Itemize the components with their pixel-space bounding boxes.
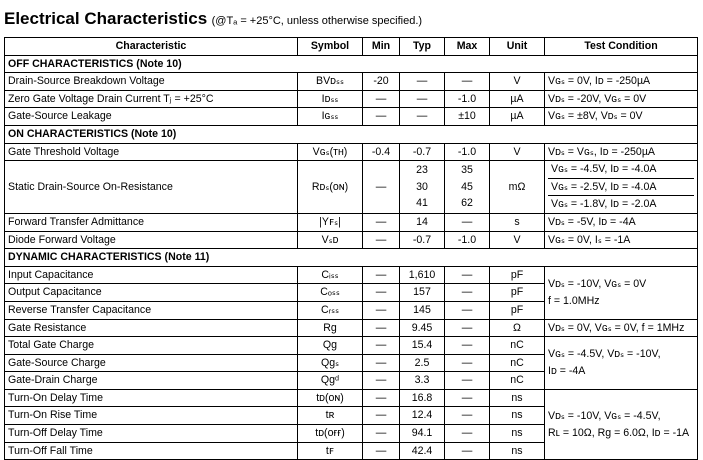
header-typ: Typ (400, 38, 445, 56)
row-min: — (363, 161, 400, 214)
row-typ: — (400, 73, 445, 91)
header-characteristic: Characteristic (5, 38, 298, 56)
row-typ (400, 161, 445, 214)
row-symbol: tᴅ(ᴏғғ) (298, 425, 363, 443)
row-max: — (445, 442, 490, 460)
row-min: — (363, 266, 400, 284)
row-condition: Vɢₛ = ±8V, Vᴅₛ = 0V (545, 108, 698, 126)
row-min: — (363, 407, 400, 425)
row-condition-group (545, 266, 698, 319)
row-min: — (363, 425, 400, 443)
row-max: ±10 (445, 108, 490, 126)
row-condition: Vɢₛ = 0V, Iᴅ = -250µA (545, 73, 698, 91)
table-row (5, 90, 698, 108)
row-name: Zero Gate Voltage Drain Current Tⱼ = +25°C (5, 90, 298, 108)
row-min: — (363, 372, 400, 390)
row-symbol: |Yꜰₛ| (298, 213, 363, 231)
row-unit: µA (490, 108, 545, 126)
condition-line: Vɢₛ = -4.5V, Vᴅₛ = -10V, (548, 348, 661, 361)
table-row (5, 213, 698, 231)
row-unit: Ω (490, 319, 545, 337)
row-symbol: Iɢₛₛ (298, 108, 363, 126)
row-max: — (445, 213, 490, 231)
row-unit: mΩ (490, 161, 545, 214)
condition-line: Vɢₛ = -4.5V, Iᴅ = -4.0A (548, 161, 694, 179)
row-typ: 145 (400, 301, 445, 319)
row-unit: ns (490, 425, 545, 443)
condition-line: Vᴅₛ = -10V, Vɢₛ = -4.5V, (548, 409, 661, 422)
row-max: -1.0 (445, 90, 490, 108)
row-unit: s (490, 213, 545, 231)
row-name: Drain-Source Breakdown Voltage (5, 73, 298, 91)
row-symbol: Vₛᴅ (298, 231, 363, 249)
table-row (5, 389, 698, 407)
row-name: Turn-On Rise Time (5, 407, 298, 425)
row-min: — (363, 108, 400, 126)
table-row (5, 108, 698, 126)
row-max: — (445, 407, 490, 425)
row-min: -20 (363, 73, 400, 91)
row-unit: ns (490, 407, 545, 425)
row-typ: 16.8 (400, 389, 445, 407)
row-name: Output Capacitance (5, 284, 298, 302)
row-symbol: Iᴅₛₛ (298, 90, 363, 108)
table-row (5, 319, 698, 337)
row-symbol: Cᵢₛₛ (298, 266, 363, 284)
row-condition: Vᴅₛ = Vɢₛ, Iᴅ = -250µA (545, 143, 698, 161)
row-max: — (445, 337, 490, 355)
header-unit: Unit (490, 38, 545, 56)
row-max: -1.0 (445, 143, 490, 161)
row-symbol: Cᵣₛₛ (298, 301, 363, 319)
row-max: — (445, 73, 490, 91)
row-condition: Vᴅₛ = -20V, Vɢₛ = 0V (545, 90, 698, 108)
row-symbol: tꜰ (298, 442, 363, 460)
title-conditions: (@Tₐ = +25°C, unless otherwise specified.) (211, 15, 423, 27)
header-row (5, 38, 698, 56)
row-name: Gate-Source Charge (5, 354, 298, 372)
row-symbol: tʀ (298, 407, 363, 425)
row-typ: 42.4 (400, 442, 445, 460)
row-unit: µA (490, 90, 545, 108)
section-row (5, 55, 698, 73)
section-on: ON CHARACTERISTICS (Note 10) (5, 125, 698, 143)
electrical-characteristics-table (4, 37, 698, 460)
row-typ: 2.5 (400, 354, 445, 372)
row-name: Gate Resistance (5, 319, 298, 337)
row-name: Gate-Source Leakage (5, 108, 298, 126)
condition-line: f = 1.0MHz (548, 294, 600, 307)
typ-value: 30 (416, 180, 428, 193)
row-condition (545, 161, 698, 214)
row-max: — (445, 372, 490, 390)
row-symbol: Qɡₛ (298, 354, 363, 372)
row-typ: 9.45 (400, 319, 445, 337)
title-line (4, 9, 422, 29)
page-title: Electrical Characteristics (4, 9, 208, 28)
row-symbol: Cₒₛₛ (298, 284, 363, 302)
row-typ: 14 (400, 213, 445, 231)
row-symbol: BVᴅₛₛ (298, 73, 363, 91)
row-unit: V (490, 73, 545, 91)
row-typ: 1,610 (400, 266, 445, 284)
row-condition: Vᴅₛ = 0V, Vɢₛ = 0V, f = 1MHz (545, 319, 698, 337)
condition-line: Iᴅ = -4A (548, 364, 586, 377)
row-condition-group (545, 337, 698, 390)
section-row (5, 125, 698, 143)
row-typ: -0.7 (400, 143, 445, 161)
max-value: 35 (461, 164, 473, 177)
row-max (445, 161, 490, 214)
section-dynamic: DYNAMIC CHARACTERISTICS (Note 11) (5, 249, 698, 267)
condition-line: Rʟ = 10Ω, Rɡ = 6.0Ω, Iᴅ = -1A (548, 426, 690, 439)
row-typ: 157 (400, 284, 445, 302)
row-max: — (445, 354, 490, 372)
row-condition-group (545, 389, 698, 459)
row-unit: ns (490, 389, 545, 407)
header-min: Min (363, 38, 400, 56)
row-name: Forward Transfer Admittance (5, 213, 298, 231)
row-name: Turn-Off Delay Time (5, 425, 298, 443)
row-unit: pF (490, 301, 545, 319)
header-test-condition: Test Condition (545, 38, 698, 56)
row-unit: pF (490, 284, 545, 302)
row-min: — (363, 301, 400, 319)
max-value: 62 (461, 197, 473, 210)
row-typ: — (400, 108, 445, 126)
typ-value: 41 (416, 197, 428, 210)
row-name: Total Gate Charge (5, 337, 298, 355)
row-unit: ns (490, 442, 545, 460)
section-off: OFF CHARACTERISTICS (Note 10) (5, 55, 698, 73)
row-typ: 12.4 (400, 407, 445, 425)
row-condition: Vɢₛ = 0V, Iₛ = -1A (545, 231, 698, 249)
row-min: — (363, 284, 400, 302)
row-name: Turn-On Delay Time (5, 389, 298, 407)
table-row (5, 337, 698, 355)
row-min: — (363, 319, 400, 337)
row-min: -0.4 (363, 143, 400, 161)
row-name: Static Drain-Source On-Resistance (5, 161, 298, 214)
table-row (5, 266, 698, 284)
condition-line: Vɢₛ = -2.5V, Iᴅ = -4.0A (548, 179, 694, 197)
row-max: -1.0 (445, 231, 490, 249)
row-name: Input Capacitance (5, 266, 298, 284)
row-unit: nC (490, 354, 545, 372)
row-unit: nC (490, 372, 545, 390)
row-typ: -0.7 (400, 231, 445, 249)
row-symbol: Rᴅₛ(ᴏɴ) (298, 161, 363, 214)
row-unit: V (490, 143, 545, 161)
row-symbol: tᴅ(ᴏɴ) (298, 389, 363, 407)
row-typ: — (400, 90, 445, 108)
typ-value: 23 (416, 164, 428, 177)
section-row (5, 249, 698, 267)
header-max: Max (445, 38, 490, 56)
row-name: Turn-Off Fall Time (5, 442, 298, 460)
row-name: Reverse Transfer Capacitance (5, 301, 298, 319)
row-min: — (363, 389, 400, 407)
row-symbol: Qɡ (298, 337, 363, 355)
table-row (5, 143, 698, 161)
row-min: — (363, 337, 400, 355)
row-min: — (363, 442, 400, 460)
row-typ: 15.4 (400, 337, 445, 355)
row-typ: 94.1 (400, 425, 445, 443)
table-row (5, 161, 698, 214)
row-typ: 3.3 (400, 372, 445, 390)
row-symbol: Rɡ (298, 319, 363, 337)
row-min: — (363, 213, 400, 231)
max-value: 45 (461, 180, 473, 193)
condition-line: Vɢₛ = -1.8V, Iᴅ = -2.0A (551, 198, 657, 211)
row-condition: Vᴅₛ = -5V, Iᴅ = -4A (545, 213, 698, 231)
table-row (5, 231, 698, 249)
row-max: — (445, 319, 490, 337)
row-max: — (445, 301, 490, 319)
row-unit: nC (490, 337, 545, 355)
row-min: — (363, 354, 400, 372)
row-max: — (445, 284, 490, 302)
row-name: Diode Forward Voltage (5, 231, 298, 249)
condition-line: Vᴅₛ = -10V, Vɢₛ = 0V (548, 278, 647, 291)
table-row (5, 73, 698, 91)
row-max: — (445, 389, 490, 407)
row-min: — (363, 90, 400, 108)
row-name: Gate Threshold Voltage (5, 143, 298, 161)
row-name: Gate-Drain Charge (5, 372, 298, 390)
row-min: — (363, 231, 400, 249)
row-symbol: Qɡᵈ (298, 372, 363, 390)
row-symbol: Vɢₛ(ᴛʜ) (298, 143, 363, 161)
row-unit: V (490, 231, 545, 249)
row-max: — (445, 266, 490, 284)
row-max: — (445, 425, 490, 443)
row-unit: pF (490, 266, 545, 284)
header-symbol: Symbol (298, 38, 363, 56)
